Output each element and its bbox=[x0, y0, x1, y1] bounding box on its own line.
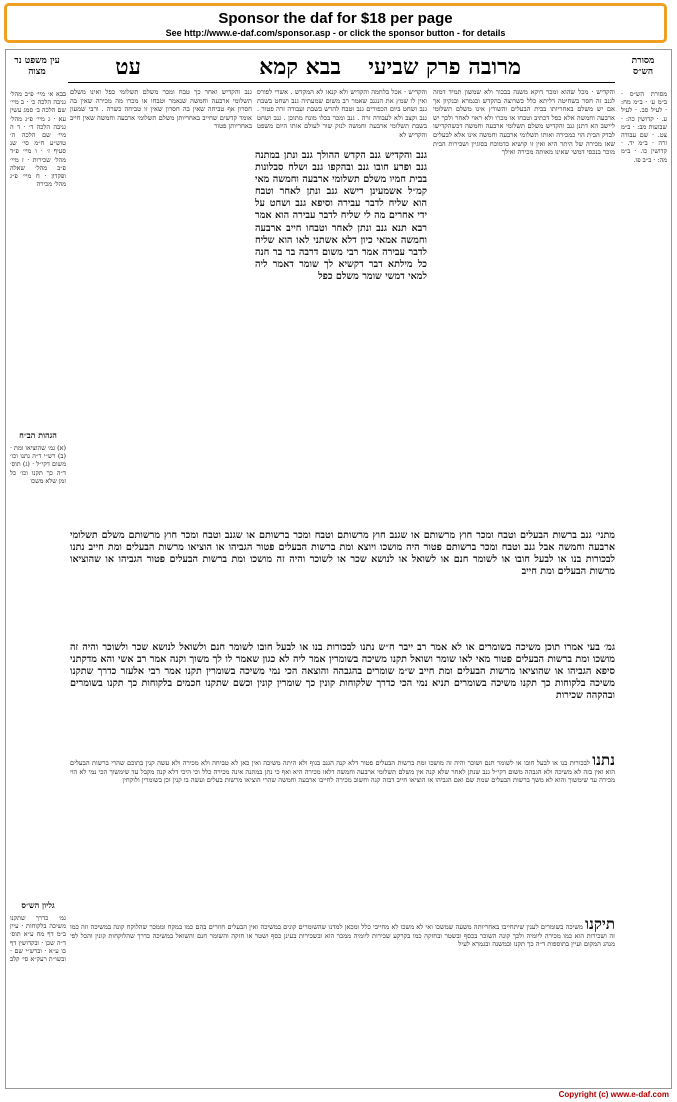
tosafot-dibbur-hamatchil: תיקנו bbox=[585, 920, 615, 933]
masoret-hashas-column: מסורת הש״ס · ב״מ ע׳ · ב״מ מח: · לעיל סב. · לעיל ע. · קדושין כה: · שבועות מב: · ב״מ צט. · שם עבודה זרה · ב״מ יד. · קדושין כו. · ב״מ מה: · ב״ב פו. bbox=[621, 90, 667, 164]
copyright-notice: Copyright (c) www.e-daf.com bbox=[558, 1090, 669, 1099]
gemara-top-band: והקדיש · אכל בלחמה והקדיש ולא קנאו לא המקדש . אשרי לפורס ואין לו שמץ את הנגנב שאמר רב משום שמעתיה גנב ושחט בשבת גנב ושחט ביום הכפורים גנב וטבח להרש בשבת ועבודה זרה פטור . גנב וקצב ולא לעבודה זרה . גנב ומכר בכלו מונח מתוכן . גנב ושחט בשבת תשלומי ארבעה וחמשה לנזק שור לעולם אותו היום משפט והקדיש לא bbox=[257, 88, 427, 139]
hagahot-habach-title: הגהות הב״ח bbox=[19, 430, 57, 440]
sponsor-banner[interactable] bbox=[4, 3, 667, 43]
mishnah-text: מתני׳ גנב ברשות הבעלים וטבח ומכר חוץ מרשותם או שגנב חוץ מרשותם וטבח ומכר ברשותם או שגנב וטבח ומכר חוץ מרשותם משלם תשלומי ארבעה וחמשה אבל גנב וטבח ומכר ברשותם פטור היה מושכו ויוצא ומת ברשות הבעלים פטור הגביהו או הוציאו מרשות הבעלים ומת חייב נתנו לבכורות בנו או לבעל חובו או לשומר חנם או לשואל או לנושא שכר או לשוכר והיה זה מושכו ומת ברשות הבעלים פטור הגביהו או שהוציאו מרשות הבעלים ומת חייב bbox=[70, 530, 615, 578]
hagahot-habach-notes: (א) גמ׳ שהוציאו ומת · (ב) רש״י ד״ה נתנו וכו׳ משום דקי״ל · (ג) תוס׳ ד״ה כך תקנו וכו׳ כל זמן שלא משכו bbox=[10, 444, 66, 485]
tosafot-bottom-body: משיכה בשומרים לענין שיתחייבו באחריותה משעה שמשכו ואי לא משכו לא מחייבי כלל ומכאן למדנו שהשומרים קונים במשיכה ואין הבעלים חוזרים בהם כמו במקח וממכר שהלוקח קונה במשיכה וזה כמו זה ושכירות הוא כמו מכירה ליומיה ולכך קונה השוכר בכסף ובשטר ובחזקה כמו בקרקע שכירות ליומיה ממכר הוא ובשכירות בעינן כסף ושטר או חזקה והשומר חנם והשואל במשיכה כדרך שהלוקחות קונין והכל לפי מנהג המקום ועיין בתוספות ד״ה כך תקנו ובמשנה ובגמרא לעיל bbox=[70, 923, 615, 949]
rashi-bottom-text bbox=[70, 756, 615, 916]
gilyon-hashas-title: גליון הש״ס bbox=[21, 900, 55, 910]
masechet-title: בבא קמא bbox=[259, 54, 341, 80]
sponsor-banner-title[interactable]: Sponsor the daf for $18 per page bbox=[218, 10, 453, 27]
gilyon-hashas-notes: גמ׳ כדרך שתקנו משיכה בלקוחות · עיין ב״מ דף מח ע״א תוס׳ ד״ה שכן · ובקדושין דף כו ע״א · וברש״י שם · ובשו״ת רעק״א סי׳ קלב bbox=[10, 914, 66, 964]
talmud-page bbox=[5, 49, 672, 1089]
sponsor-banner-subtitle[interactable]: See http://www.e-daf.com/sponsor.asp - or click the sponsor button - for details bbox=[165, 28, 506, 38]
ein-mishpat-column: בבא א׳ מיי׳ פ״ב מהל׳ גניבה הלכה כ׳ · ב מיי׳ שם הלכה ב׳ סמג עשין עא · ג מיי׳ פ״ג מהל׳ גניבה הלכה ד׳ · ד ה מיי׳ שם הלכה ה׳ טוש״ע ח״מ סי׳ שנ סעיף ז׳ · ו מיי׳ פ״ד מהל׳ שכירות · ז מיי׳ פ״ב מהל׳ שאלה ופקדון · ח מיי׳ פ״ג מהל׳ מכירה bbox=[10, 90, 66, 189]
gemara-second-text: גמ׳ בעי אמרו תוכן משיכה בשומרים או לא אמר רב ייבר ח״ש נתנו לבכורות בנו או לבעל חובו לשומר חנם ולשואל לנושא שכר ולשוכר והיה זה מושכו ומת ברשות הבעלים פטור מאי לאו שומר ושואל תקנו משיכה בשומרין אמר ליה לא כגון שאמר לו לך משוך וקנה אמר רב אשי והא מדקתני סיפא הגביהו או שהוציאו מרשות הבעלים ומת חייב ש״מ שומרים בהגבהה והוצאה הכי נמי משיכה בשומרין תקנו אמר רבי אלעזר כדרך שתקנו משיכה בלקוחות כך תקנו משיכה בשומרים תניא נמי הכי כדרך שלקוחות קונין כך שומרין קונין וכשם שתקנו חכמים בלקוחות כך תקנו בשומרים ובהקהה שכירות bbox=[70, 642, 615, 702]
perek-title: מרובה פרק שביעי bbox=[368, 54, 521, 80]
rashi-right-column: והקדיש · מכל שהוא ומכר דוקא משנה בבכור ולא שמשון תמיד דמזה לגנב זה חסר בשחיטה דליתא כלל כשרוצה בהקדש ובגמרא ובנקיון אך אם יש משלם באחריותו בבית הבעלים והשורץ אינו משלם תשלומי ארבעה וחמשה אלא כפל דכתיב וטבחו או מכרו ולא ראוי לאחר ולכך יש ליישב הא דתנן גנב והקדיש משלם תשלומי ארבעה וחמשה דכשהקדישו לבדק הבית הוי כמכירה ואותו תשלומי ארבעה וחמשה אינו אלא לבעלים שאז מכירה של היתר היא ואין זו קושיא כדמוכח בסוגיין ושכירות הבית מוכר בנכסי דמשי שאינו מאותה מכירה ואילך bbox=[433, 88, 615, 157]
header-rule bbox=[68, 82, 615, 83]
rashi-dibbur-hamatchil: נתנו bbox=[592, 756, 615, 769]
gemara-main-text: גנב והקדיש גנב הקדש ההולך גנב ונתן במתנה גנב ופרע חובו גנב ובהקפו גנב ושלח סבלונות בבית חמיו משלם תשלומי ארבעה וחמשה מאי קמ״ל אשמעינן רישא גנב ונתן לאחר וטבח הוא שליח לדבר עבירה וסיפא גנב ושחט על ידי אחרים מה לי שליח לדבר עבירה הוא אמר רבא תנא גנב ונתן לאחר וטבחו חייב ארבעה וחמשה אמאי כיון דלא אשתני לאו הוא שליח לדבר עבירה אמר רבי משום דרבה בר בר חנה כל מילתא דבר דקשיא לך שומר דאמר ליה למאי דמשי שומר משלם כפל bbox=[255, 150, 427, 282]
daf-number: עט bbox=[115, 54, 141, 80]
ein-mishpat-title: עין משפט נר מצוה bbox=[14, 56, 60, 77]
masoret-hashas-title: מסורת הש״ס bbox=[631, 56, 655, 77]
tosafot-bottom-text bbox=[70, 920, 615, 1080]
tosafot-left-column: גנב והקדיש ואחר כך טבח ומכר משלם תשלומי כפל ואינו משלם תשלומי ארבעה וחמשה שנאמר וטבחו או מכרו מה מכירה שאין בה חסרון אף טביחה שאין בה חסרון שאין זו טביחה כשרה . ורבי שמעון אומר קדשים שחייב באחריותן משלם תשלומי ארבעה וחמשה שאין חייב באחריותן פטור bbox=[70, 88, 252, 131]
rashi-bottom-body: לבכורות בנו או לבעל חובו או לשומר חנם ושוכר והיה זה מושכו ומת ברשות הבעלים פטור דלא קנה הגנב בגוף ולא היתה משיכה ואין כאן לא טביחה ולא מכירה ולא עשה קנין בתוכם שהרי ברשות הבעלים הוא ואין בזה לא משיכה ולא הגבהה משום דקי״ל גנב שנתן לאחר שלא קנה אין משלם תשלומי ארבעה וחמשה דלאו מכירה היא ואף כי נתן במתנה אינה מכירה כלל וכי היכי דלא קנה מקבל עד שימשוך הכי נמי לא הוי מכירה עד שימשוך והוא לא משך ברשות הבעלים שמת שם ואם הגביהו או הוציאו חייב דבזה קנה וחשוב מכירה לחייבו ארבעה וחמשה שהרי הוציאו מרשות בעלים ועשה בו קנין וכן בשומרין ולוקחין bbox=[70, 759, 615, 785]
